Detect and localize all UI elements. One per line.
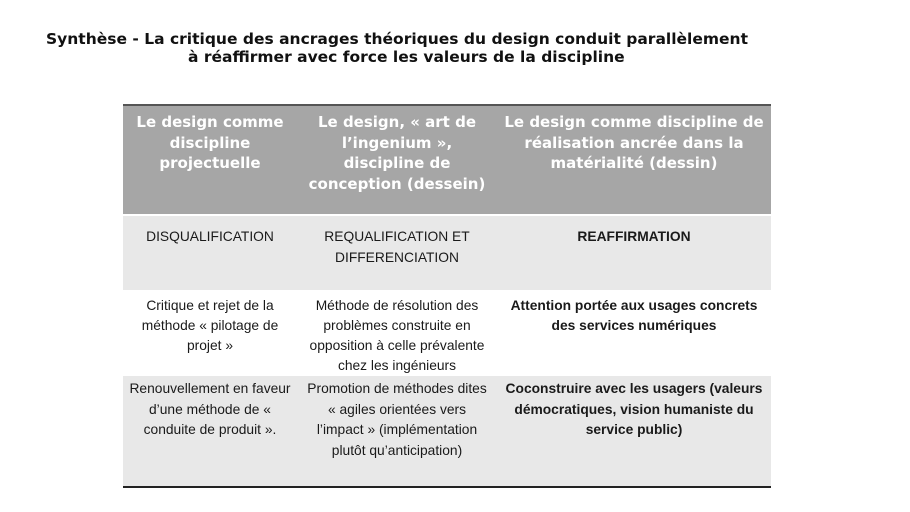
slide-title-line-1: Synthèse - La critique des ancrages théoriques du design conduit parallèlement bbox=[46, 30, 748, 48]
comparison-table bbox=[123, 104, 771, 488]
slide-title bbox=[40, 30, 840, 66]
table-header-row bbox=[123, 105, 771, 215]
table-row bbox=[123, 376, 771, 487]
table-cell: Attention portée aux usages concrets des services numériques bbox=[497, 290, 771, 376]
table-cell: DISQUALIFICATION bbox=[123, 215, 297, 290]
table-cell: REQUALIFICATION ET DIFFERENCIATION bbox=[297, 215, 497, 290]
table-cell: Renouvellement en faveur d’une méthode de « conduite de produit ». bbox=[123, 376, 297, 487]
header-design-realisation: Le design comme discipline de réalisation ancrée dans la matérialité (dessin) bbox=[497, 105, 771, 215]
table-cell: Promotion de méthodes dites « agiles orientées vers l’impact » (implémentation plutôt qu’anticipation) bbox=[297, 376, 497, 487]
table-cell: REAFFIRMATION bbox=[497, 215, 771, 290]
slide-title-line-2: à réaffirmer avec force les valeurs de la discipline bbox=[188, 48, 625, 66]
header-design-conception: Le design, « art de l’ingenium », discipline de conception (dessein) bbox=[297, 105, 497, 215]
table-cell: Critique et rejet de la méthode « pilotage de projet » bbox=[123, 290, 297, 376]
table-row bbox=[123, 215, 771, 290]
table-cell: Méthode de résolution des problèmes construite en opposition à celle prévalente chez les ingénieurs bbox=[297, 290, 497, 376]
table-cell: Coconstruire avec les usagers (valeurs démocratiques, vision humaniste du service public) bbox=[497, 376, 771, 487]
table-row bbox=[123, 290, 771, 376]
header-design-projectuelle: Le design comme discipline projectuelle bbox=[123, 105, 297, 215]
